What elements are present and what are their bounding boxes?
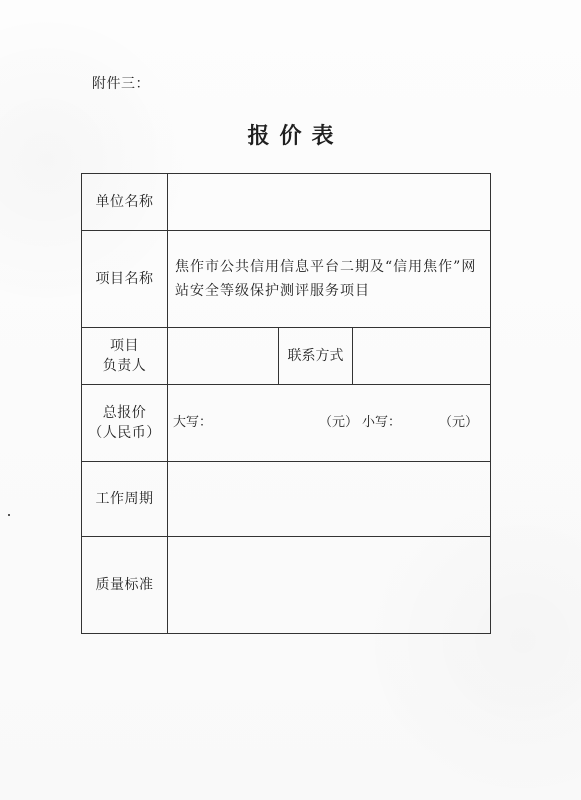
row-project-lead — [82, 328, 491, 385]
contact-label: 联系方式 — [279, 328, 353, 385]
unit-name-value[interactable] — [168, 174, 491, 231]
total-price-label-line2: （人民币） — [88, 425, 161, 441]
work-period-value[interactable] — [168, 462, 491, 537]
row-total-price — [82, 385, 491, 462]
project-name-value: 焦作市公共信用信息平台二期及“信用焦作”网站安全等级保护测评服务项目 — [168, 231, 491, 328]
work-period-label: 工作周期 — [82, 462, 168, 537]
page-title: 报价表 — [247, 123, 344, 149]
unit-name-label: 单位名称 — [82, 174, 168, 231]
yuan-unit-1: （元） — [319, 415, 359, 430]
total-price-value[interactable] — [168, 385, 491, 462]
row-quality-standard — [82, 537, 491, 634]
row-work-period — [82, 462, 491, 537]
project-name-label: 项目名称 — [82, 231, 168, 328]
project-lead-value[interactable] — [168, 328, 279, 385]
annex-label: 附件三： — [92, 76, 150, 92]
row-project-name — [82, 231, 491, 328]
quotation-table — [81, 173, 491, 634]
quality-standard-value[interactable] — [168, 537, 491, 634]
lowercase-amount-label: 小写： — [362, 415, 402, 430]
total-price-label-line1: 总报价 — [102, 405, 147, 421]
project-lead-label-line1: 项目 — [110, 338, 139, 354]
yuan-unit-2: （元） — [439, 415, 479, 430]
scan-speck — [8, 514, 10, 516]
project-lead-label — [82, 328, 168, 385]
quality-standard-label: 质量标准 — [82, 537, 168, 634]
contact-value[interactable] — [353, 328, 491, 385]
project-lead-label-line2: 负责人 — [102, 358, 147, 374]
total-price-label — [82, 385, 168, 462]
uppercase-amount-label: 大写： — [173, 415, 213, 430]
row-unit-name — [82, 174, 491, 231]
